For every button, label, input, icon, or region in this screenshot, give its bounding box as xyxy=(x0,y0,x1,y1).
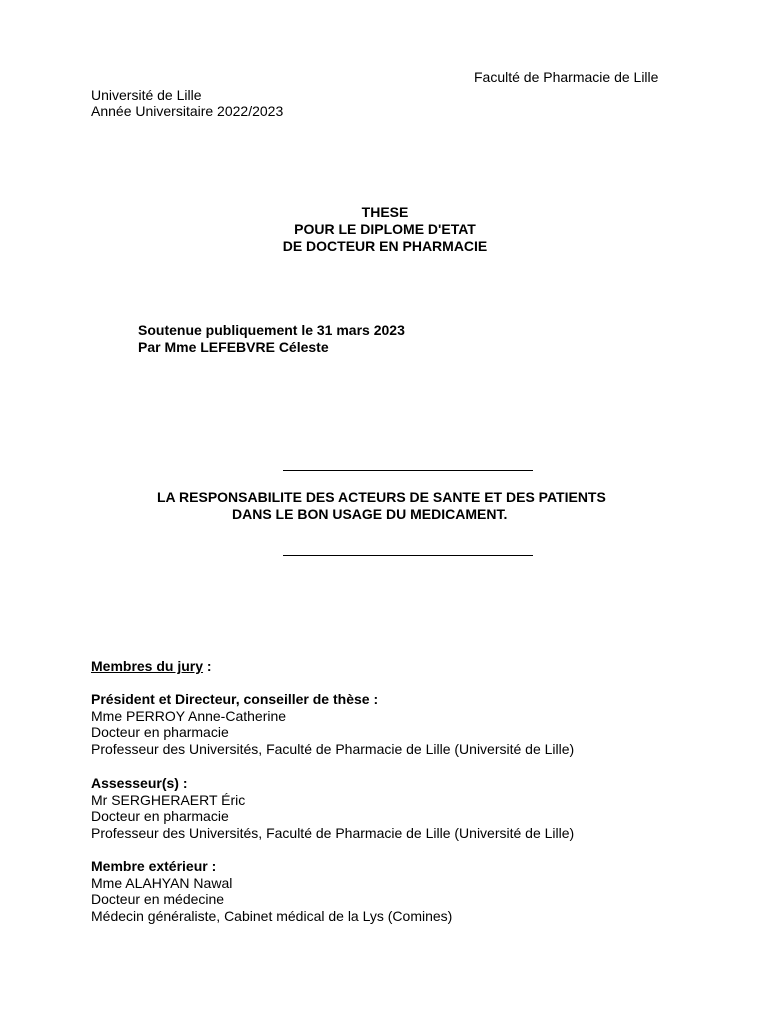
academic-year: Année Universitaire 2022/2023 xyxy=(91,103,284,119)
defense-date: Soutenue publiquement le 31 mars 2023 xyxy=(138,322,405,338)
president-degree: Docteur en pharmacie xyxy=(91,724,229,740)
thesis-heading-line1: THESE xyxy=(361,204,409,220)
faculty-name: Faculté de Pharmacie de Lille xyxy=(474,69,659,85)
external-position: Médecin généraliste, Cabinet médical de la Lys (Comines) xyxy=(91,907,453,924)
jury-heading-label: Membres du jury xyxy=(91,658,204,674)
jury-president xyxy=(91,691,574,757)
jury-assessor xyxy=(91,775,574,841)
thesis-heading-line2: POUR LE DIPLOME D'ETAT xyxy=(294,221,476,237)
title-top-rule xyxy=(283,470,533,471)
thesis-title-line1: LA RESPONSABILITE DES ACTEURS DE SANTE ET DES PATIENTS xyxy=(157,489,606,505)
president-role: Président et Directeur, conseiller de thèse : xyxy=(91,691,379,707)
thesis-title-line2: DANS LE BON USAGE DU MEDICAMENT. xyxy=(232,506,508,522)
external-name: Mme ALAHYAN Nawal xyxy=(91,874,233,891)
jury-heading xyxy=(91,658,212,675)
president-name: Mme PERROY Anne-Catherine xyxy=(91,707,287,724)
assessor-role: Assesseur(s) : xyxy=(91,775,188,791)
university-name: Université de Lille xyxy=(91,87,202,103)
defense-author: Par Mme LEFEBVRE Céleste xyxy=(138,339,329,355)
external-role: Membre extérieur : xyxy=(91,858,217,874)
external-degree: Docteur en médecine xyxy=(91,891,225,907)
jury-heading-colon: : xyxy=(203,658,212,674)
assessor-position: Professeur des Universités, Faculté de Pharmacie de Lille (Université de Lille) xyxy=(91,824,575,841)
assessor-name: Mr SERGHERAERT Éric xyxy=(91,791,246,808)
jury-external xyxy=(91,858,452,924)
president-position: Professeur des Universités, Faculté de Pharmacie de Lille (Université de Lille) xyxy=(91,740,575,757)
thesis-heading-line3: DE DOCTEUR EN PHARMACIE xyxy=(282,238,488,254)
assessor-degree: Docteur en pharmacie xyxy=(91,808,229,824)
title-bottom-rule xyxy=(283,555,533,556)
